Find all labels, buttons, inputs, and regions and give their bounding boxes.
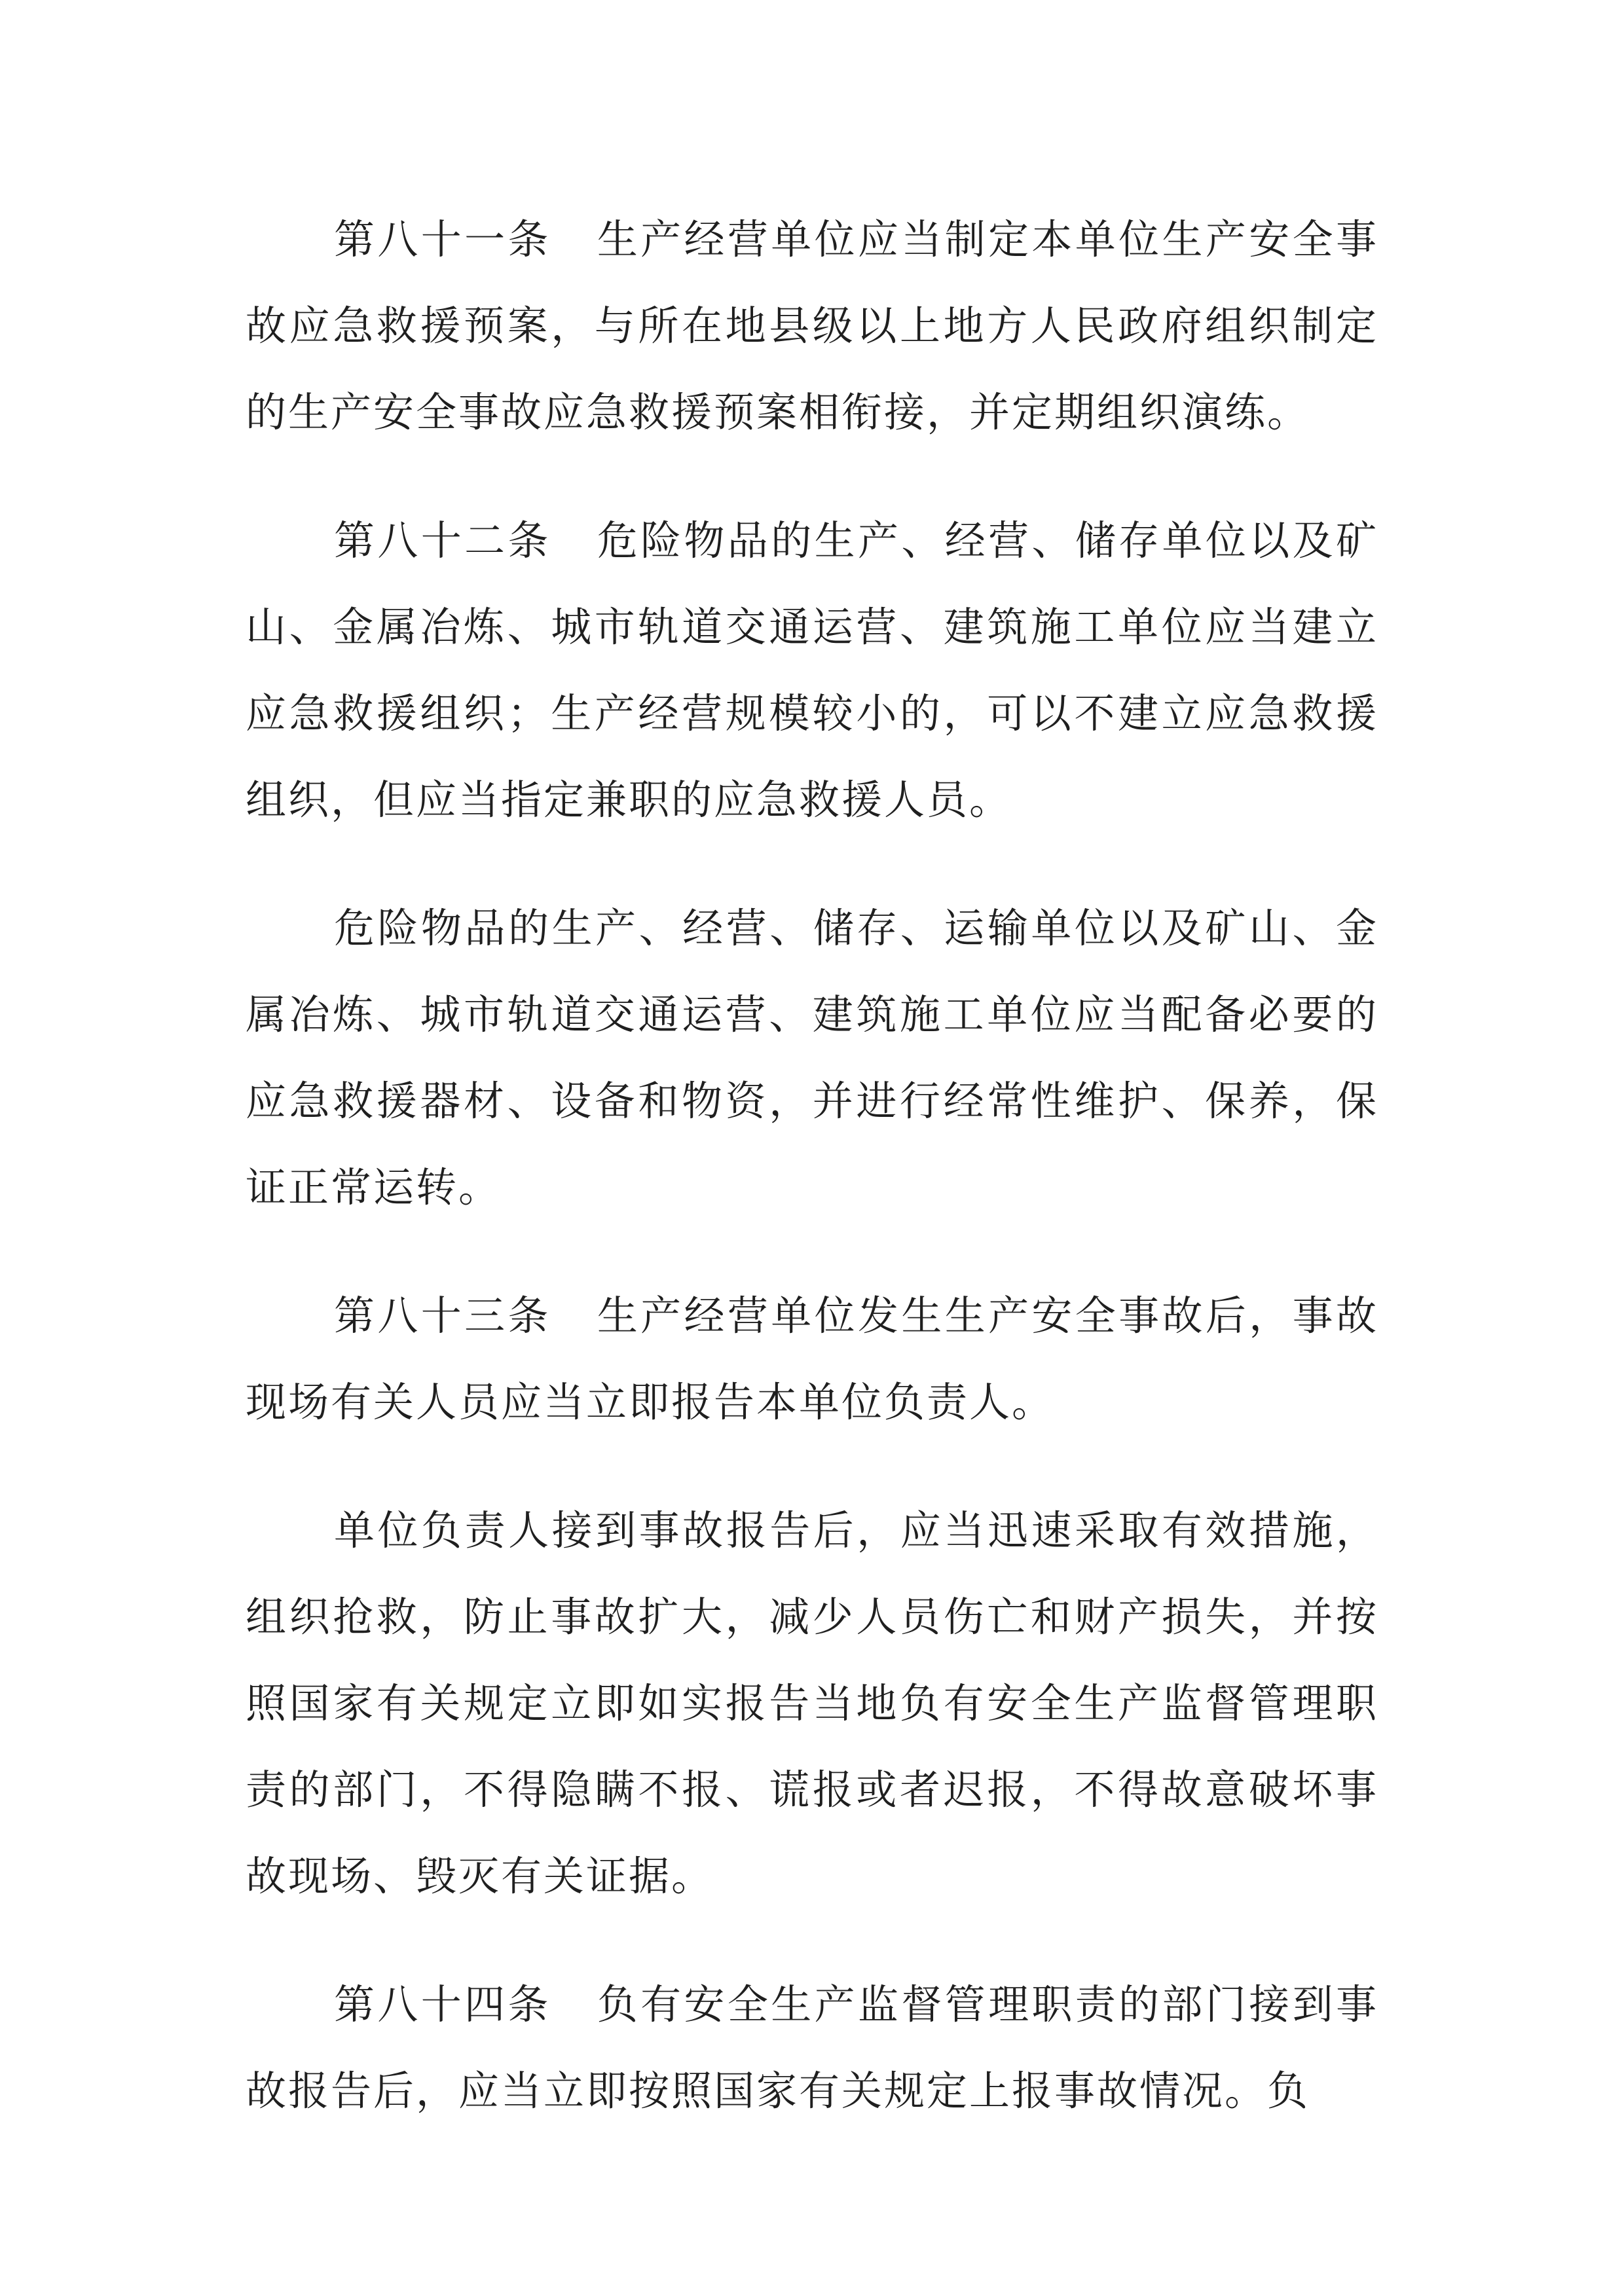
paragraph-text: 负有安全生产监督管理职责的部门接到事故报告后，应当立即按照国家有关规定上报事故情况。负: [246, 1980, 1378, 2115]
paragraph-article-84: [246, 1961, 1378, 2134]
paragraph-text: 危险物品的生产、经营、储存单位以及矿山、金属冶炼、城市轨道交通运营、建筑施工单位应当建立应急救援组织；生产经营规模较小的，可以不建立应急救援组织，但应当指定兼职的应急救援人员。: [246, 517, 1378, 824]
paragraph-text: 单位负责人接到事故报告后，应当迅速采取有效措施，组织抢救，防止事故扩大，减少人员伤亡和财产损失，并按照国家有关规定立即如实报告当地负有安全生产监督管理职责的部门，不得隐瞒不报、谎报或者迟报，不得故意破坏事故现场、毁灭有关证据。: [246, 1506, 1378, 1900]
paragraph-text: 生产经营单位发生生产安全事故后，事故现场有关人员应当立即报告本单位负责人。: [246, 1292, 1378, 1426]
article-number: 第八十三条: [334, 1292, 551, 1339]
paragraph-text: 危险物品的生产、经营、储存、运输单位以及矿山、金属冶炼、城市轨道交通运营、建筑施工单位应当配备必要的应急救援器材、设备和物资，并进行经常性维护、保养，保证正常运转。: [246, 904, 1378, 1211]
paragraph-article-82-cont: [246, 885, 1378, 1231]
paragraph-article-82: [246, 498, 1378, 843]
paragraph-article-81: [246, 196, 1378, 456]
article-number: 第八十一条: [334, 215, 551, 263]
paragraph-article-83-cont: [246, 1487, 1378, 1920]
document-body: [246, 196, 1378, 2176]
paragraph-article-83: [246, 1273, 1378, 1446]
paragraph-text: 生产经营单位应当制定本单位生产安全事故应急救援预案，与所在地县级以上地方人民政府组织制定的生产安全事故应急救援预案相衔接，并定期组织演练。: [246, 215, 1378, 436]
article-number: 第八十二条: [334, 517, 551, 564]
article-number: 第八十四条: [334, 1980, 551, 2028]
